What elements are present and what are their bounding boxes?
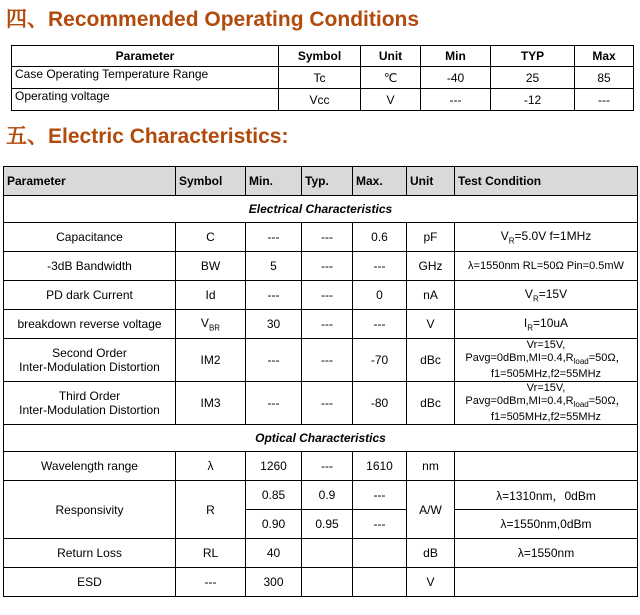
cell: Capacitance bbox=[4, 223, 176, 252]
cell: --- bbox=[246, 223, 302, 252]
header-cell: Parameter bbox=[12, 46, 279, 67]
table-row bbox=[4, 223, 638, 252]
cell bbox=[455, 310, 638, 339]
cell: --- bbox=[302, 252, 353, 281]
cell: --- bbox=[421, 89, 491, 111]
cell: --- bbox=[302, 339, 353, 382]
table-row bbox=[4, 252, 638, 281]
cell bbox=[302, 568, 353, 597]
cell: Operating voltage bbox=[12, 89, 279, 111]
cell: Wavelength range bbox=[4, 452, 176, 481]
header-cell: Typ. bbox=[302, 167, 353, 196]
cell: -3dB Bandwidth bbox=[4, 252, 176, 281]
cell: C bbox=[176, 223, 246, 252]
cell: ESD bbox=[4, 568, 176, 597]
cond-text: V bbox=[524, 286, 533, 301]
cell: pF bbox=[407, 223, 455, 252]
header-cell: TYP bbox=[491, 46, 575, 67]
cell: PD dark Current bbox=[4, 281, 176, 310]
cell: 1610 bbox=[353, 452, 407, 481]
cond-text: =50Ω， bbox=[588, 352, 627, 364]
cell: --- bbox=[176, 568, 246, 597]
cell: --- bbox=[302, 223, 353, 252]
section-row-electrical bbox=[4, 196, 638, 223]
param-line: Inter-Modulation Distortion bbox=[19, 360, 160, 375]
header-cell: Max. bbox=[353, 167, 407, 196]
cell bbox=[4, 382, 176, 425]
cell: GHz bbox=[407, 252, 455, 281]
electric-characteristics-table bbox=[3, 166, 638, 597]
cell bbox=[455, 339, 638, 382]
cell: 300 bbox=[246, 568, 302, 597]
section-heading-recommended: 四、Recommended Operating Conditions bbox=[6, 8, 420, 31]
cond-subscript: load bbox=[573, 400, 589, 410]
recommended-conditions-table bbox=[11, 45, 634, 111]
section-heading-electric: 五、Electric Characteristics: bbox=[6, 125, 289, 148]
cell: -80 bbox=[353, 382, 407, 425]
section-row-optical bbox=[4, 425, 638, 452]
symbol-text: V bbox=[200, 315, 209, 330]
cell bbox=[455, 568, 638, 597]
cell: IM3 bbox=[176, 382, 246, 425]
header-cell: Symbol bbox=[279, 46, 361, 67]
table-row bbox=[12, 67, 634, 89]
cell: λ bbox=[176, 452, 246, 481]
cell: dBc bbox=[407, 339, 455, 382]
table-row bbox=[4, 281, 638, 310]
cell: 0.90 bbox=[246, 510, 302, 539]
cell: dBc bbox=[407, 382, 455, 425]
cell: 85 bbox=[575, 67, 634, 89]
cell: Tc bbox=[279, 67, 361, 89]
cell: A/W bbox=[407, 481, 455, 539]
cell: 1260 bbox=[246, 452, 302, 481]
cell: 40 bbox=[246, 539, 302, 568]
cell: --- bbox=[246, 281, 302, 310]
cell: Responsivity bbox=[4, 481, 176, 539]
cell: V bbox=[361, 89, 421, 111]
cell: --- bbox=[302, 452, 353, 481]
cell: nA bbox=[407, 281, 455, 310]
table-header-row bbox=[12, 46, 634, 67]
cell: λ=1550nm bbox=[455, 539, 638, 568]
cell: dB bbox=[407, 539, 455, 568]
cond-line: f1=505MHz,f2=55MHz bbox=[490, 368, 602, 381]
header-cell: Min bbox=[421, 46, 491, 67]
cell: 0 bbox=[353, 281, 407, 310]
table-header-row bbox=[4, 167, 638, 196]
param-line: Inter-Modulation Distortion bbox=[19, 403, 160, 418]
table-row bbox=[12, 89, 634, 111]
cond-text: =50Ω， bbox=[588, 395, 627, 408]
header-cell: Unit bbox=[361, 46, 421, 67]
cond-subscript: R bbox=[527, 323, 534, 333]
cond-text: Pavg=0dBm,MI=0.4,R bbox=[465, 352, 574, 364]
cell: BW bbox=[176, 252, 246, 281]
cell: 0.9 bbox=[302, 481, 353, 510]
cond-text: Pavg=0dBm,MI=0.4,R bbox=[465, 395, 574, 408]
table-row bbox=[4, 382, 638, 425]
cond-line bbox=[458, 395, 634, 411]
cell: -40 bbox=[421, 67, 491, 89]
table-row bbox=[4, 339, 638, 382]
cond-text: =15V bbox=[538, 286, 568, 301]
table-row bbox=[4, 568, 638, 597]
cell: V bbox=[407, 568, 455, 597]
cond-subscript: R bbox=[532, 294, 539, 304]
cond-line: f1=505MHz,f2=55MHz bbox=[490, 411, 602, 424]
cell: --- bbox=[353, 481, 407, 510]
cell: λ=1550nm RL=50Ω Pin=0.5mW bbox=[455, 252, 638, 281]
cell: --- bbox=[302, 310, 353, 339]
cell: 0.6 bbox=[353, 223, 407, 252]
cell bbox=[455, 452, 638, 481]
cell: -12 bbox=[491, 89, 575, 111]
header-cell: Max bbox=[575, 46, 634, 67]
cell bbox=[455, 281, 638, 310]
table-row bbox=[4, 481, 638, 510]
cell: --- bbox=[246, 382, 302, 425]
header-cell: Min. bbox=[246, 167, 302, 196]
cond-text: =10uA bbox=[533, 315, 569, 330]
cell: 25 bbox=[491, 67, 575, 89]
table-row bbox=[4, 310, 638, 339]
cell: --- bbox=[246, 339, 302, 382]
param-line: Third Order bbox=[58, 389, 121, 404]
cell: --- bbox=[302, 281, 353, 310]
header-cell: Parameter bbox=[4, 167, 176, 196]
cond-line: Vr=15V, bbox=[526, 339, 566, 351]
cond-line bbox=[458, 352, 634, 368]
cell: --- bbox=[353, 310, 407, 339]
cell: nm bbox=[407, 452, 455, 481]
cell: 30 bbox=[246, 310, 302, 339]
cond-subscript: R bbox=[508, 236, 515, 246]
cell: λ=1550nm,0dBm bbox=[455, 510, 638, 539]
cond-text: V bbox=[500, 228, 509, 243]
cell bbox=[302, 539, 353, 568]
cell: V bbox=[407, 310, 455, 339]
cell: Id bbox=[176, 281, 246, 310]
cell bbox=[4, 339, 176, 382]
cell: breakdown reverse voltage bbox=[4, 310, 176, 339]
param-line: Second Order bbox=[52, 346, 127, 361]
cond-text: I bbox=[523, 315, 528, 330]
table-row bbox=[4, 452, 638, 481]
symbol-subscript: BR bbox=[208, 323, 221, 333]
cell bbox=[455, 382, 638, 425]
cond-text: =5.0V f=1MHz bbox=[514, 228, 592, 243]
cell bbox=[455, 223, 638, 252]
cell: --- bbox=[302, 382, 353, 425]
section-title: Electrical Characteristics bbox=[4, 196, 638, 223]
cell: Vcc bbox=[279, 89, 361, 111]
cell: Case Operating Temperature Range bbox=[12, 67, 279, 89]
cell: IM2 bbox=[176, 339, 246, 382]
cell bbox=[353, 539, 407, 568]
cell: Return Loss bbox=[4, 539, 176, 568]
cell: --- bbox=[353, 252, 407, 281]
cond-line: Vr=15V, bbox=[526, 382, 566, 395]
header-cell: Symbol bbox=[176, 167, 246, 196]
header-cell: Test Condition bbox=[455, 167, 638, 196]
cell: R bbox=[176, 481, 246, 539]
table-row bbox=[4, 539, 638, 568]
cell: ℃ bbox=[361, 67, 421, 89]
cell: RL bbox=[176, 539, 246, 568]
cell bbox=[176, 310, 246, 339]
cell: --- bbox=[575, 89, 634, 111]
header-cell: Unit bbox=[407, 167, 455, 196]
cond-subscript: load bbox=[573, 357, 589, 367]
cell: -70 bbox=[353, 339, 407, 382]
cell: 0.85 bbox=[246, 481, 302, 510]
cell: λ=1310nm，0dBm bbox=[455, 481, 638, 510]
cell: 0.95 bbox=[302, 510, 353, 539]
cell bbox=[353, 568, 407, 597]
cell: 5 bbox=[246, 252, 302, 281]
cell: --- bbox=[353, 510, 407, 539]
section-title: Optical Characteristics bbox=[4, 425, 638, 452]
